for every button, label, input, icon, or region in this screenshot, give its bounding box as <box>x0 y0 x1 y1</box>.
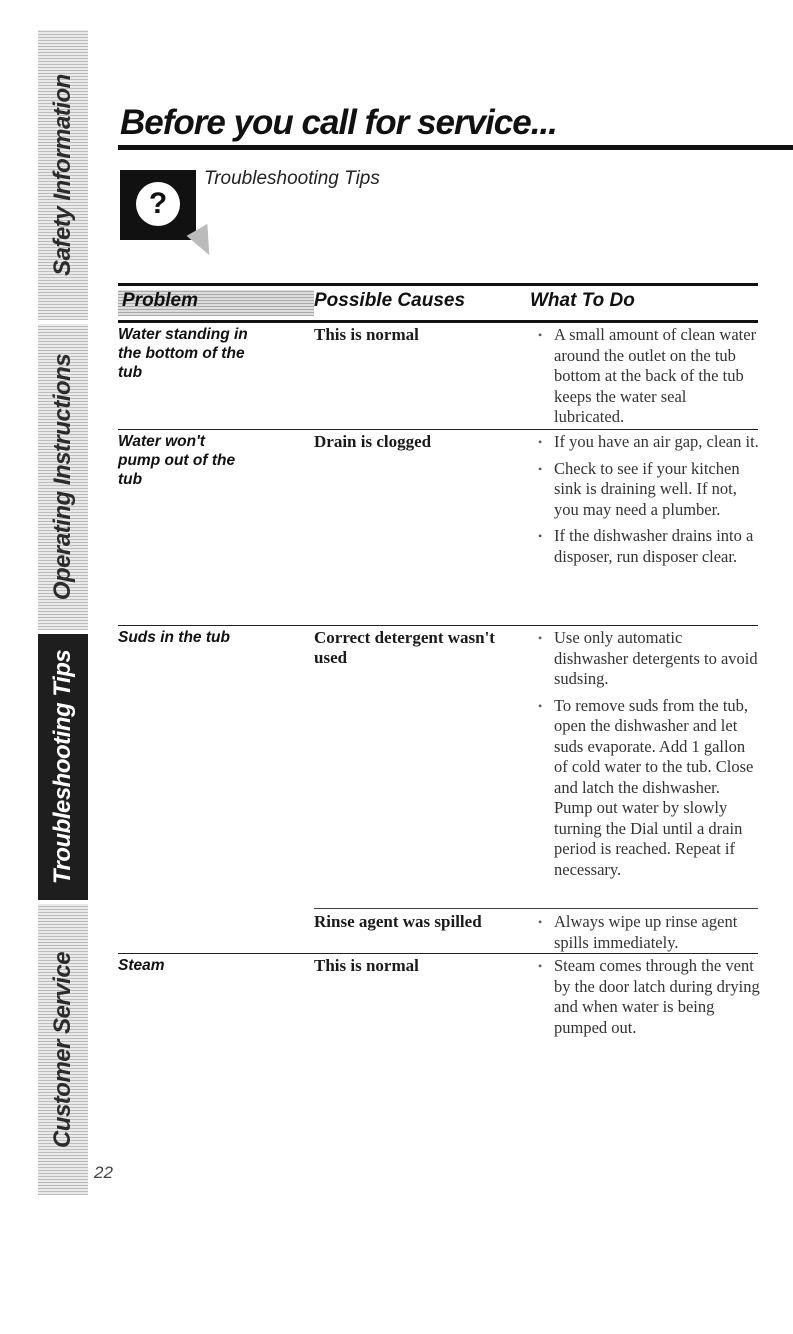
problem-cell <box>118 954 314 1334</box>
list-item: • Check to see if your kitchen sink is draining well. If not, you may need a plumber. <box>538 458 740 519</box>
cause-text: Rinse agent was spilled <box>314 912 482 931</box>
cause-divider <box>314 908 758 909</box>
page-number: 22 <box>94 1163 113 1182</box>
what-to-do-list <box>528 325 760 434</box>
table-row <box>118 323 758 430</box>
what-to-do-list <box>528 628 760 886</box>
header-possible-causes: Possible Causes <box>314 290 466 311</box>
list-item: • If you have an air gap, clean it. <box>538 432 759 451</box>
list-item: • Steam comes through the vent by the door latch during drying and when water is being pumped out. <box>538 956 760 1037</box>
tab-safety-information[interactable] <box>38 30 88 320</box>
problem-cell <box>118 323 314 429</box>
question-mark-icon: ? <box>120 170 196 240</box>
title-rule <box>118 145 793 150</box>
tab-operating-instructions[interactable] <box>38 324 88 630</box>
problem-cell <box>118 430 314 625</box>
header-problem: Problem <box>118 290 314 316</box>
what-to-do-list <box>528 432 760 573</box>
problem-text: Steam <box>118 957 165 974</box>
table-header <box>118 283 758 323</box>
what-to-do-list <box>528 912 760 959</box>
problem-cell <box>118 626 314 953</box>
what-to-do-list <box>528 956 760 1044</box>
list-item: • A small amount of clean water around the outlet on the tub bottom at the back of the tub keeps the water seal lubricated. <box>538 325 757 426</box>
problem-text: Suds in the tub <box>118 629 230 646</box>
cause-text: Correct detergent wasn't used <box>314 628 495 667</box>
table-row <box>118 954 758 1334</box>
page-title: Before you call for service... <box>120 103 557 142</box>
table-row <box>118 626 758 954</box>
troubleshooting-table <box>118 283 758 1334</box>
list-item: • If the dishwasher drains into a disposer, run disposer clear. <box>538 526 754 566</box>
tab-customer-service[interactable] <box>38 904 88 1195</box>
list-item: • Use only automatic dishwasher detergents to avoid sudsing. <box>538 628 758 688</box>
tab-label: Safety Information <box>49 74 76 276</box>
cause-text: Drain is clogged <box>314 432 432 451</box>
tab-label: Operating Instructions <box>49 353 76 601</box>
table-row <box>118 430 758 626</box>
cause-text: This is normal <box>314 956 419 975</box>
tab-label: Troubleshooting Tips <box>49 649 76 885</box>
cause-text: This is normal <box>314 325 419 344</box>
problem-text: Water won't pump out of the tub <box>118 433 236 488</box>
header-what-to-do: What To Do <box>530 290 635 311</box>
tab-troubleshooting-tips[interactable] <box>38 634 88 900</box>
section-subtitle: Troubleshooting Tips <box>204 168 380 189</box>
list-item: • To remove suds from the tub, open the dishwasher and let suds evaporate. Add 1 gallon of cold water to the tub. Close and latch the dishwasher. Pump out water by slowly turning the Dial until a drain period is reached. Repeat if necessary. <box>538 695 754 879</box>
problem-text: Water standing in the bottom of the tub <box>118 326 248 381</box>
section-tabs <box>38 30 88 1195</box>
list-item: • Always wipe up rinse agent spills immediately. <box>538 912 738 952</box>
tab-label: Customer Service <box>49 951 76 1148</box>
